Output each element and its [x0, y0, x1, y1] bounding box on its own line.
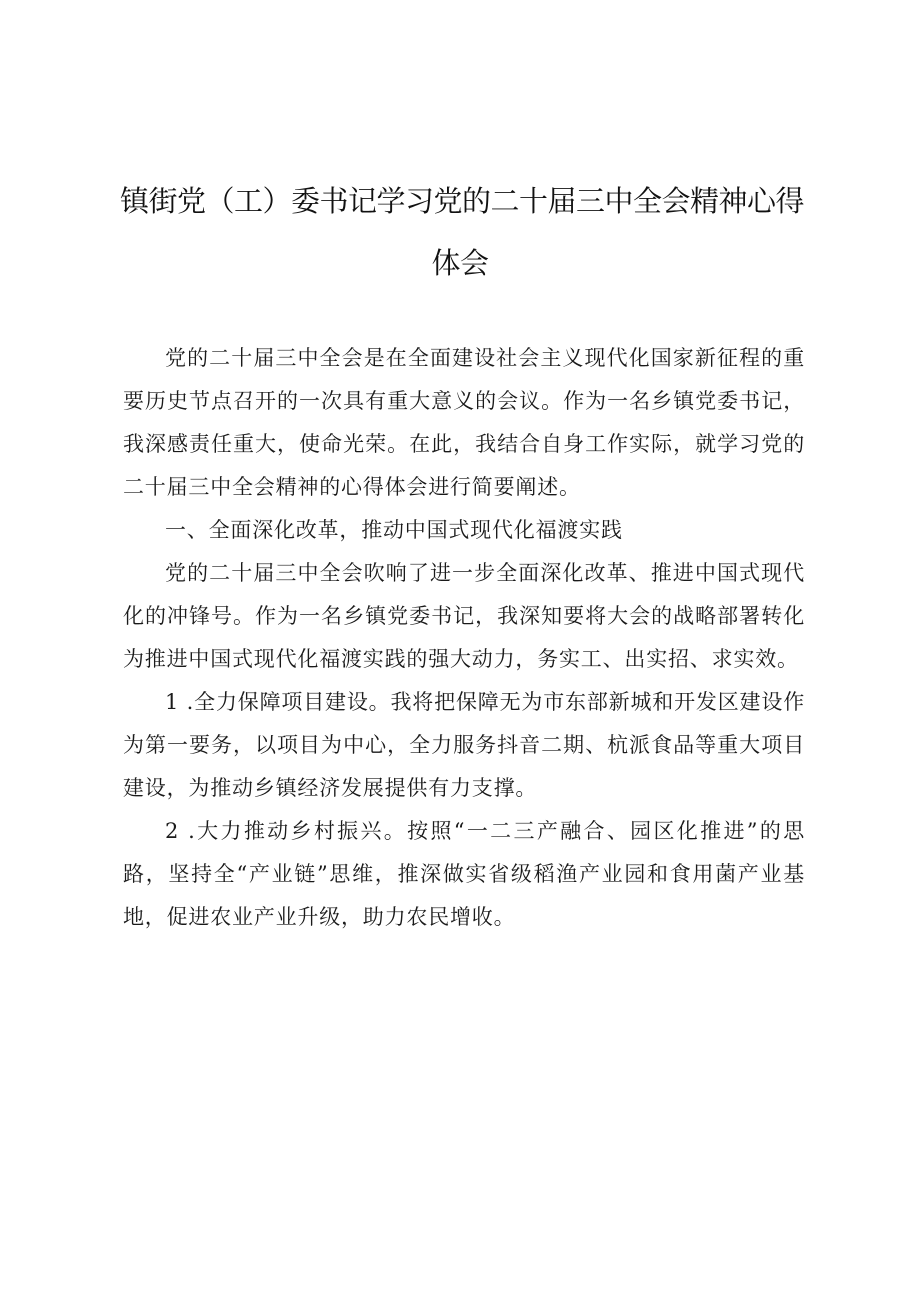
document-title-line-1: 镇街党（工）委书记学习党的二十届三中全会精神心得 — [120, 184, 805, 218]
paragraph-item-2: 2 .大力推动乡村振兴。按照“一二三产融合、园区化推进”的思路，坚持全“产业链”思维，推深做实省级稻渔产业园和食用菌产业基地，促进农业产业升级，助力农民增收。 — [123, 819, 805, 929]
document-body — [123, 337, 805, 939]
paragraph-item-1: 1 .全力保障项目建设。我将把保障无为市东部新城和开发区建设作为第一要务，以项目为中心，全力服务抖音二期、杭派食品等重大项目建设，为推动乡镇经济发展提供有力支撑。 — [123, 690, 805, 800]
section-heading-1: 一、全面深化改革，推动中国式现代化福渡实践 — [165, 518, 623, 542]
paragraph-intro: 党的二十届三中全会是在全面建设社会主义现代化国家新征程的重要历史节点召开的一次具有重大意义的会议。作为一名乡镇党委书记，我深感责任重大，使命光荣。在此，我结合自身工作实际，就学习党的二十届三中全会精神的心得体会进行简要阐述。 — [123, 346, 805, 499]
document-title-line-2: 体会 — [431, 246, 489, 280]
paragraph-section-1: 党的二十届三中全会吹响了进一步全面深化改革、推进中国式现代化的冲锋号。作为一名乡镇党委书记，我深知要将大会的战略部署转化为推进中国式现代化福渡实践的强大动力，务实工、出实招、求实效。 — [123, 561, 805, 671]
